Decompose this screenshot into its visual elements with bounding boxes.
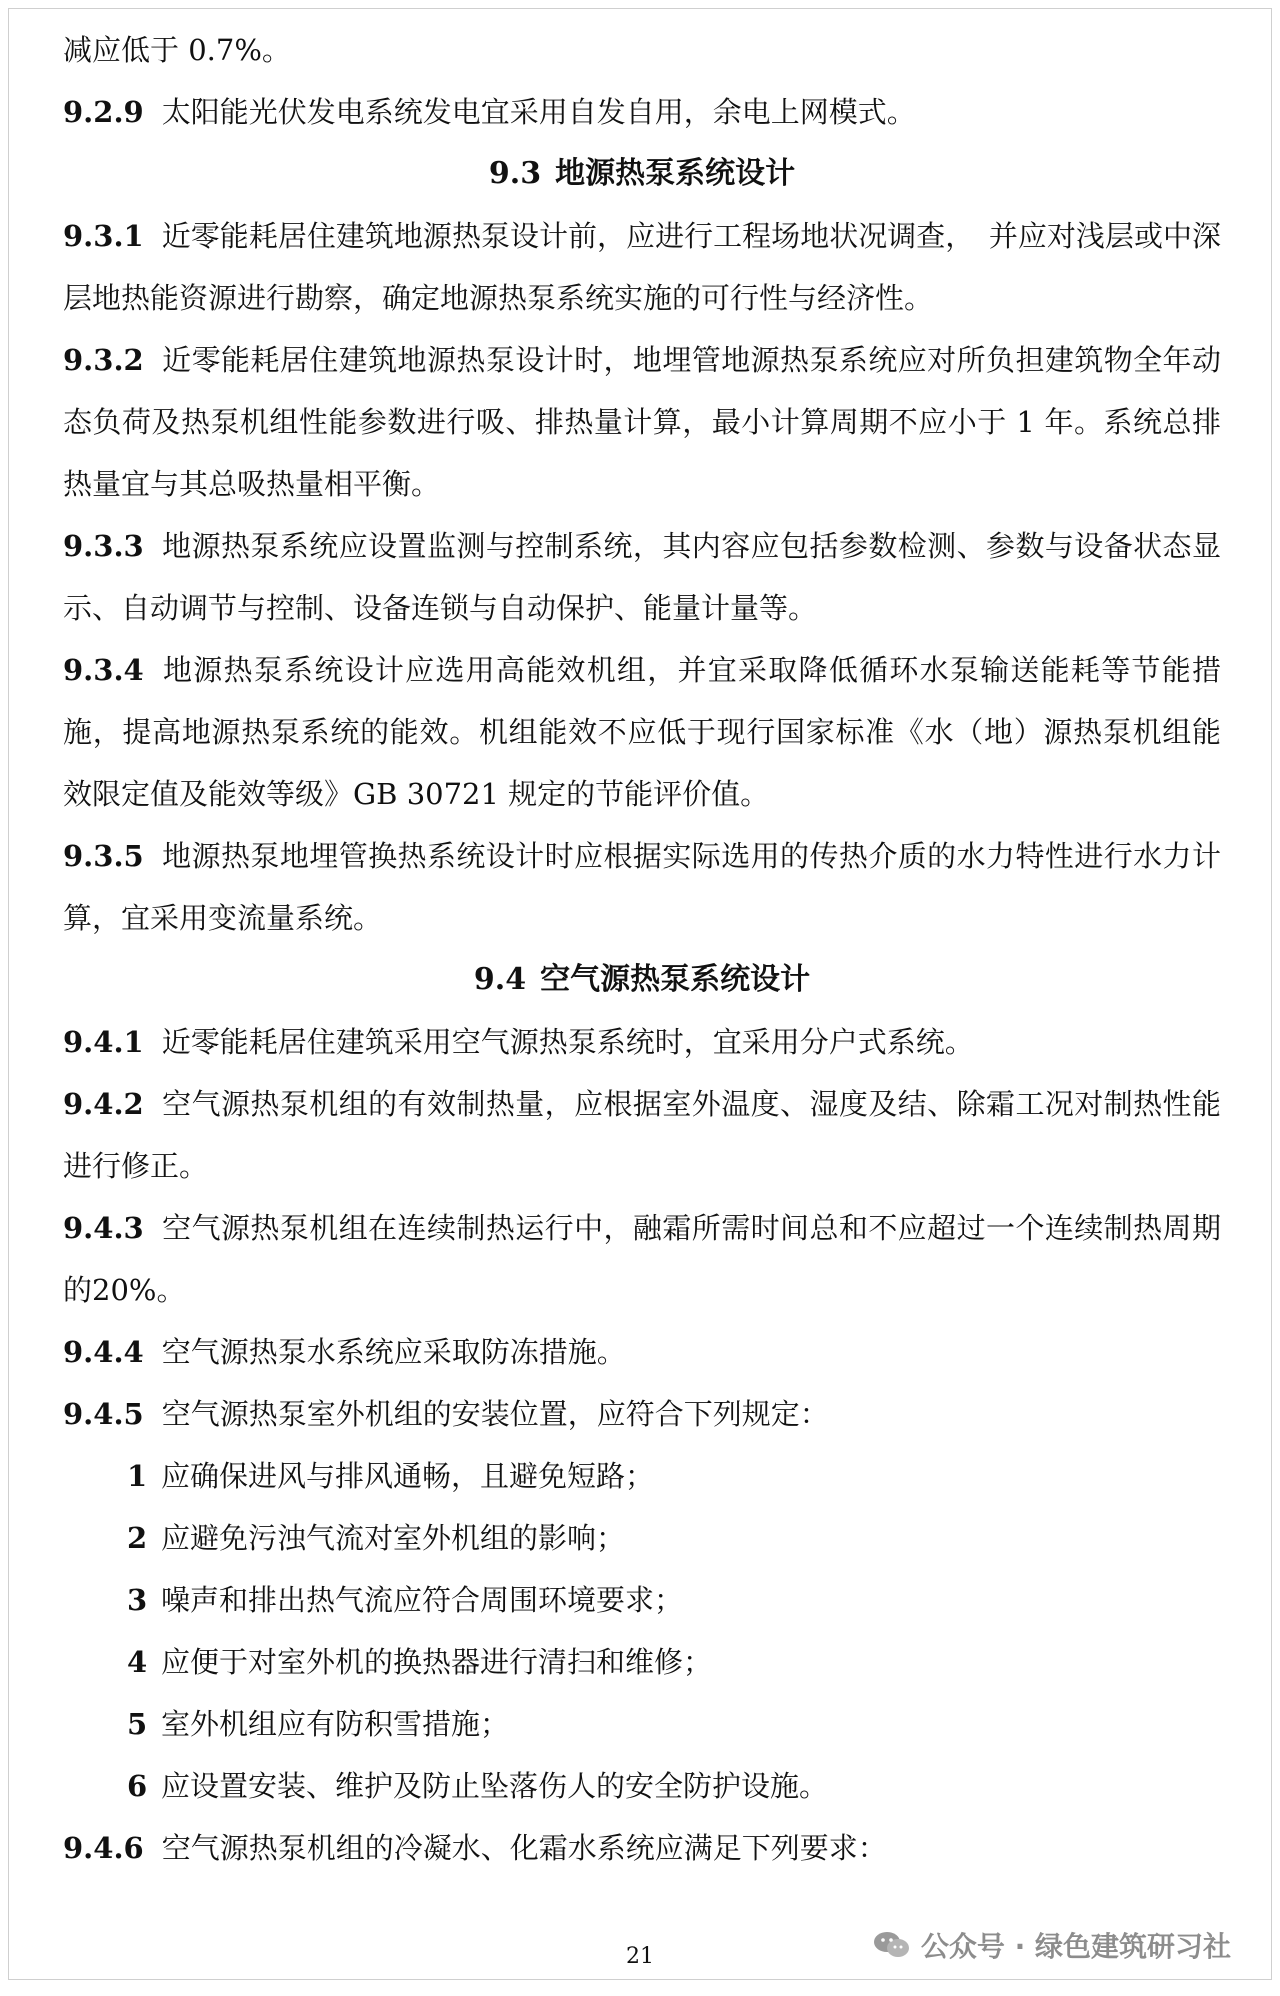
clause-text: 空气源热泵机组的有效制热量，应根据室外温度、湿度及结、除霜工况对制热性能进行修正。 (63, 1087, 1221, 1183)
list-item (63, 1445, 1221, 1507)
list-item-text: 应便于对室外机的换热器进行清扫和维修； (161, 1645, 713, 1679)
clause-paragraph (63, 329, 1221, 515)
list-item-number: 6 (127, 1769, 148, 1803)
section-number: 9.3 (488, 156, 542, 191)
list-item-text: 应设置安装、维护及防止坠落伤人的安全防护设施。 (161, 1769, 829, 1803)
section-title: 地源热泵系统设计 (555, 156, 796, 191)
clause-text: 空气源热泵机组在连续制热运行中，融霜所需时间总和不应超过一个连续制热周期的20%。 (63, 1211, 1221, 1307)
document-body (63, 19, 1221, 1879)
section-heading (63, 949, 1221, 1011)
clause-text: 空气源热泵室外机组的安装位置，应符合下列规定： (161, 1397, 829, 1431)
clause-number: 9.4.2 (63, 1087, 144, 1121)
list-item-text: 应确保进风与排风通畅，且避免短路； (161, 1459, 655, 1493)
list-item (63, 1755, 1221, 1817)
clause-text: 近零能耗居住建筑地源热泵设计时，地埋管地源热泵系统应对所负担建筑物全年动态负荷及热泵机组性能参数进行吸、排热量计算，最小计算周期不应小于 1 年。系统总排热量宜与其总吸热量相平衡。 (63, 343, 1221, 501)
wechat-icon (873, 1930, 911, 1960)
clause-number: 9.3.4 (63, 653, 144, 687)
section-title: 空气源热泵系统设计 (540, 962, 811, 997)
list-item (63, 1693, 1221, 1755)
clause-text: 近零能耗居住建筑采用空气源热泵系统时，宜采用分户式系统。 (161, 1025, 974, 1059)
list-item-number: 2 (127, 1521, 148, 1555)
clause-paragraph (63, 1073, 1221, 1197)
list-item-text: 应避免污浊气流对室外机组的影响； (161, 1521, 626, 1555)
clause-paragraph (63, 639, 1221, 825)
clause-text: 近零能耗居住建筑地源热泵设计前，应进行工程场地状况调查， 并应对浅层或中深层地热能资源进行勘察，确定地源热泵系统实施的可行性与经济性。 (63, 219, 1221, 315)
clause-number: 9.4.4 (63, 1335, 144, 1369)
clause-paragraph (63, 1197, 1221, 1321)
clause-text: 减应低于 0.7%。 (63, 33, 291, 67)
clause-text: 空气源热泵机组的冷凝水、化霜水系统应满足下列要求： (161, 1831, 887, 1865)
clause-paragraph (63, 1321, 1221, 1383)
watermark (873, 1925, 1231, 1965)
section-number: 9.4 (473, 962, 527, 997)
clause-number: 9.3.3 (63, 529, 144, 563)
page-number: 21 (626, 1944, 654, 1969)
clause-text: 太阳能光伏发电系统发电宜采用自发自用，余电上网模式。 (161, 95, 916, 129)
clause-number: 9.3.2 (63, 343, 144, 377)
document-page (8, 8, 1272, 1980)
clause-paragraph (63, 515, 1221, 639)
clause-text: 空气源热泵水系统应采取防冻措施。 (161, 1335, 626, 1369)
watermark-text: 公众号 · 绿色建筑研习社 (920, 1930, 1231, 1963)
list-item-number: 5 (127, 1707, 148, 1741)
clause-text: 地源热泵地埋管换热系统设计时应根据实际选用的传热介质的水力特性进行水力计算，宜采用变流量系统。 (63, 839, 1221, 935)
clause-number: 9.4.6 (63, 1831, 144, 1865)
clause-paragraph (63, 1011, 1221, 1073)
clause-paragraph (63, 19, 1221, 81)
list-item-number: 4 (127, 1645, 148, 1679)
clause-number: 9.3.1 (63, 219, 144, 253)
list-item (63, 1569, 1221, 1631)
clause-paragraph (63, 1817, 1221, 1879)
clause-text: 地源热泵系统应设置监测与控制系统，其内容应包括参数检测、参数与设备状态显示、自动调节与控制、设备连锁与自动保护、能量计量等。 (63, 529, 1221, 625)
list-item (63, 1507, 1221, 1569)
clause-paragraph (63, 1383, 1221, 1445)
clause-number: 9.3.5 (63, 839, 144, 873)
clause-paragraph (63, 825, 1221, 949)
list-item-text: 噪声和排出热气流应符合周围环境要求； (161, 1583, 684, 1617)
clause-text: 地源热泵系统设计应选用高能效机组，并宜采取降低循环水泵输送能耗等节能措施，提高地源热泵系统的能效。机组能效不应低于现行国家标准《水（地）源热泵机组能效限定值及能效等级》GB 30721 规定的节能评价值。 (63, 653, 1221, 811)
clause-number: 9.2.9 (63, 95, 144, 129)
clause-number: 9.4.1 (63, 1025, 144, 1059)
clause-paragraph (63, 81, 1221, 143)
clause-paragraph (63, 205, 1221, 329)
list-item-number: 3 (127, 1583, 148, 1617)
section-heading (63, 143, 1221, 205)
clause-number: 9.4.5 (63, 1397, 144, 1431)
list-item-text: 室外机组应有防积雪措施； (161, 1707, 510, 1741)
list-item (63, 1631, 1221, 1693)
list-item-number: 1 (127, 1459, 148, 1493)
clause-number: 9.4.3 (63, 1211, 144, 1245)
